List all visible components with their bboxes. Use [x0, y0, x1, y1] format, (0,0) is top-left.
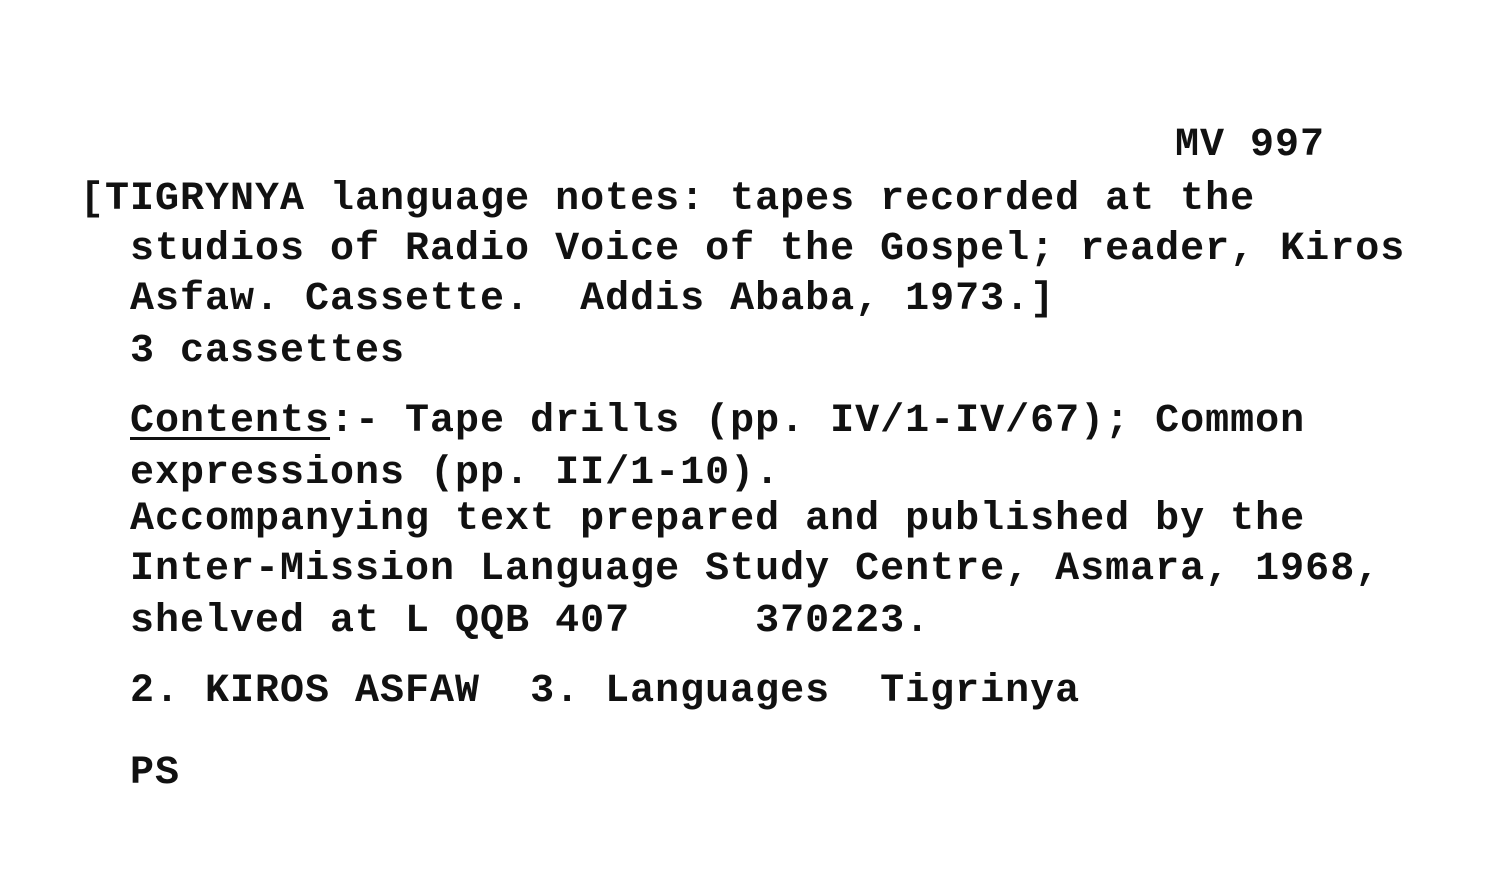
physical-description: 3 cassettes: [130, 329, 406, 374]
contents-label: Contents: [130, 399, 331, 444]
title-line-3: Asfaw. Cassette. Addis Ababa, 1973.]: [130, 277, 1056, 322]
note-line-2: Inter-Mission Language Study Centre, Asmara, 1968,: [130, 547, 1381, 592]
note-line-1: Accompanying text prepared and published by the: [130, 497, 1306, 542]
call-number: MV 997: [1175, 123, 1326, 168]
contents-line-1: [130, 398, 1305, 446]
cataloger-initials: PS: [130, 751, 181, 796]
title-line-2: studios of Radio Voice of the Gospel; reader, Kiros: [130, 227, 1406, 272]
contents-line-2: expressions (pp. II/1-10).: [130, 451, 781, 496]
added-entries: 2. KIROS ASFAW 3. Languages Tigrinya: [130, 669, 1081, 714]
note-line-3: shelved at L QQB 407 370223.: [130, 599, 931, 644]
title-line-1: [TIGRYNYA language notes: tapes recorded at the: [80, 177, 1256, 222]
contents-text-1: :- Tape drills (pp. IV/1-IV/67); Common: [330, 399, 1306, 444]
